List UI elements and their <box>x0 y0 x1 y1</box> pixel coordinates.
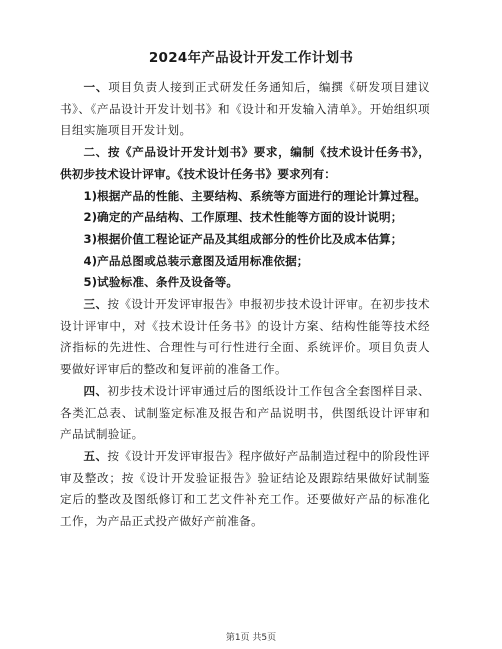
paragraph-5 <box>60 446 430 533</box>
page-footer: 第1页 共5页 <box>225 633 277 643</box>
paragraph-5-text: 按《设计开发评审报告》程序做好产品制造过程中的阶段性评审及整改；按《设计开发验证报告》验证结论及跟踪结果做好试制鉴定后的整改及图纸修订和工艺文件补充工作。还要做好产品的标准化工作，为产品正式投产做好产前准备。 <box>60 448 431 529</box>
document-body <box>60 77 430 533</box>
list-item-1: 1)根据产品的性能、主要结构、系统等方面进行的理论计算过程。 <box>83 188 426 203</box>
list-item-4: 4)产品总图或总装示意图及适用标准依据； <box>83 253 309 268</box>
list-item-5: 5)试验标准、条件及设备等。 <box>83 275 239 290</box>
paragraph-3 <box>60 294 430 381</box>
paragraph-2-lead: 二、 <box>83 145 108 160</box>
paragraph-1 <box>60 77 430 142</box>
paragraph-3-text: 按《设计开发评审报告》申报初步技术设计评审。在初步技术设计评审中，对《技术设计任务书》的设计方案、结构性能等技术经济指标的先进性、合理性与可行性进行全面、系统评价。项目负责人要做好评审后的整改和复评前的准备工作。 <box>60 297 431 377</box>
paragraph-1-lead: 一、 <box>83 80 109 94</box>
paragraph-2 <box>60 142 430 185</box>
document-title: 2024年产品设计开发工作计划书 <box>148 50 354 66</box>
paragraph-4-lead: 四、 <box>83 383 108 398</box>
paragraph-1-text: 项目负责人接到正式研发任务通知后，编撰《研发项目建议书》、《产品设计开发计划书》和《设计和开发输入清单》。开始组织项目组实施项目开发计划。 <box>60 80 430 138</box>
paragraph-5-lead: 五、 <box>83 448 108 463</box>
paragraph-4-text: 初步技术设计评审通过后的图纸设计工作包含全套图样目录、各类汇总表、试制鉴定标准及报告和产品说明书，供图纸设计评审和产品试制验证。 <box>60 383 431 442</box>
list-item-3: 3)根据价值工程论证产品及其组成部分的性价比及成本估算； <box>83 231 403 246</box>
paragraph-4 <box>60 381 430 446</box>
paragraph-3-lead: 三、 <box>83 297 108 312</box>
list-item-2: 2)确定的产品结构、工作原理、技术性能等方面的设计说明； <box>83 210 403 225</box>
paragraph-2-text: 按《产品设计开发计划书》要求，编制《技术设计任务书》，供初步技术设计评审。《技术设计任务书》要求列有： <box>60 145 430 181</box>
